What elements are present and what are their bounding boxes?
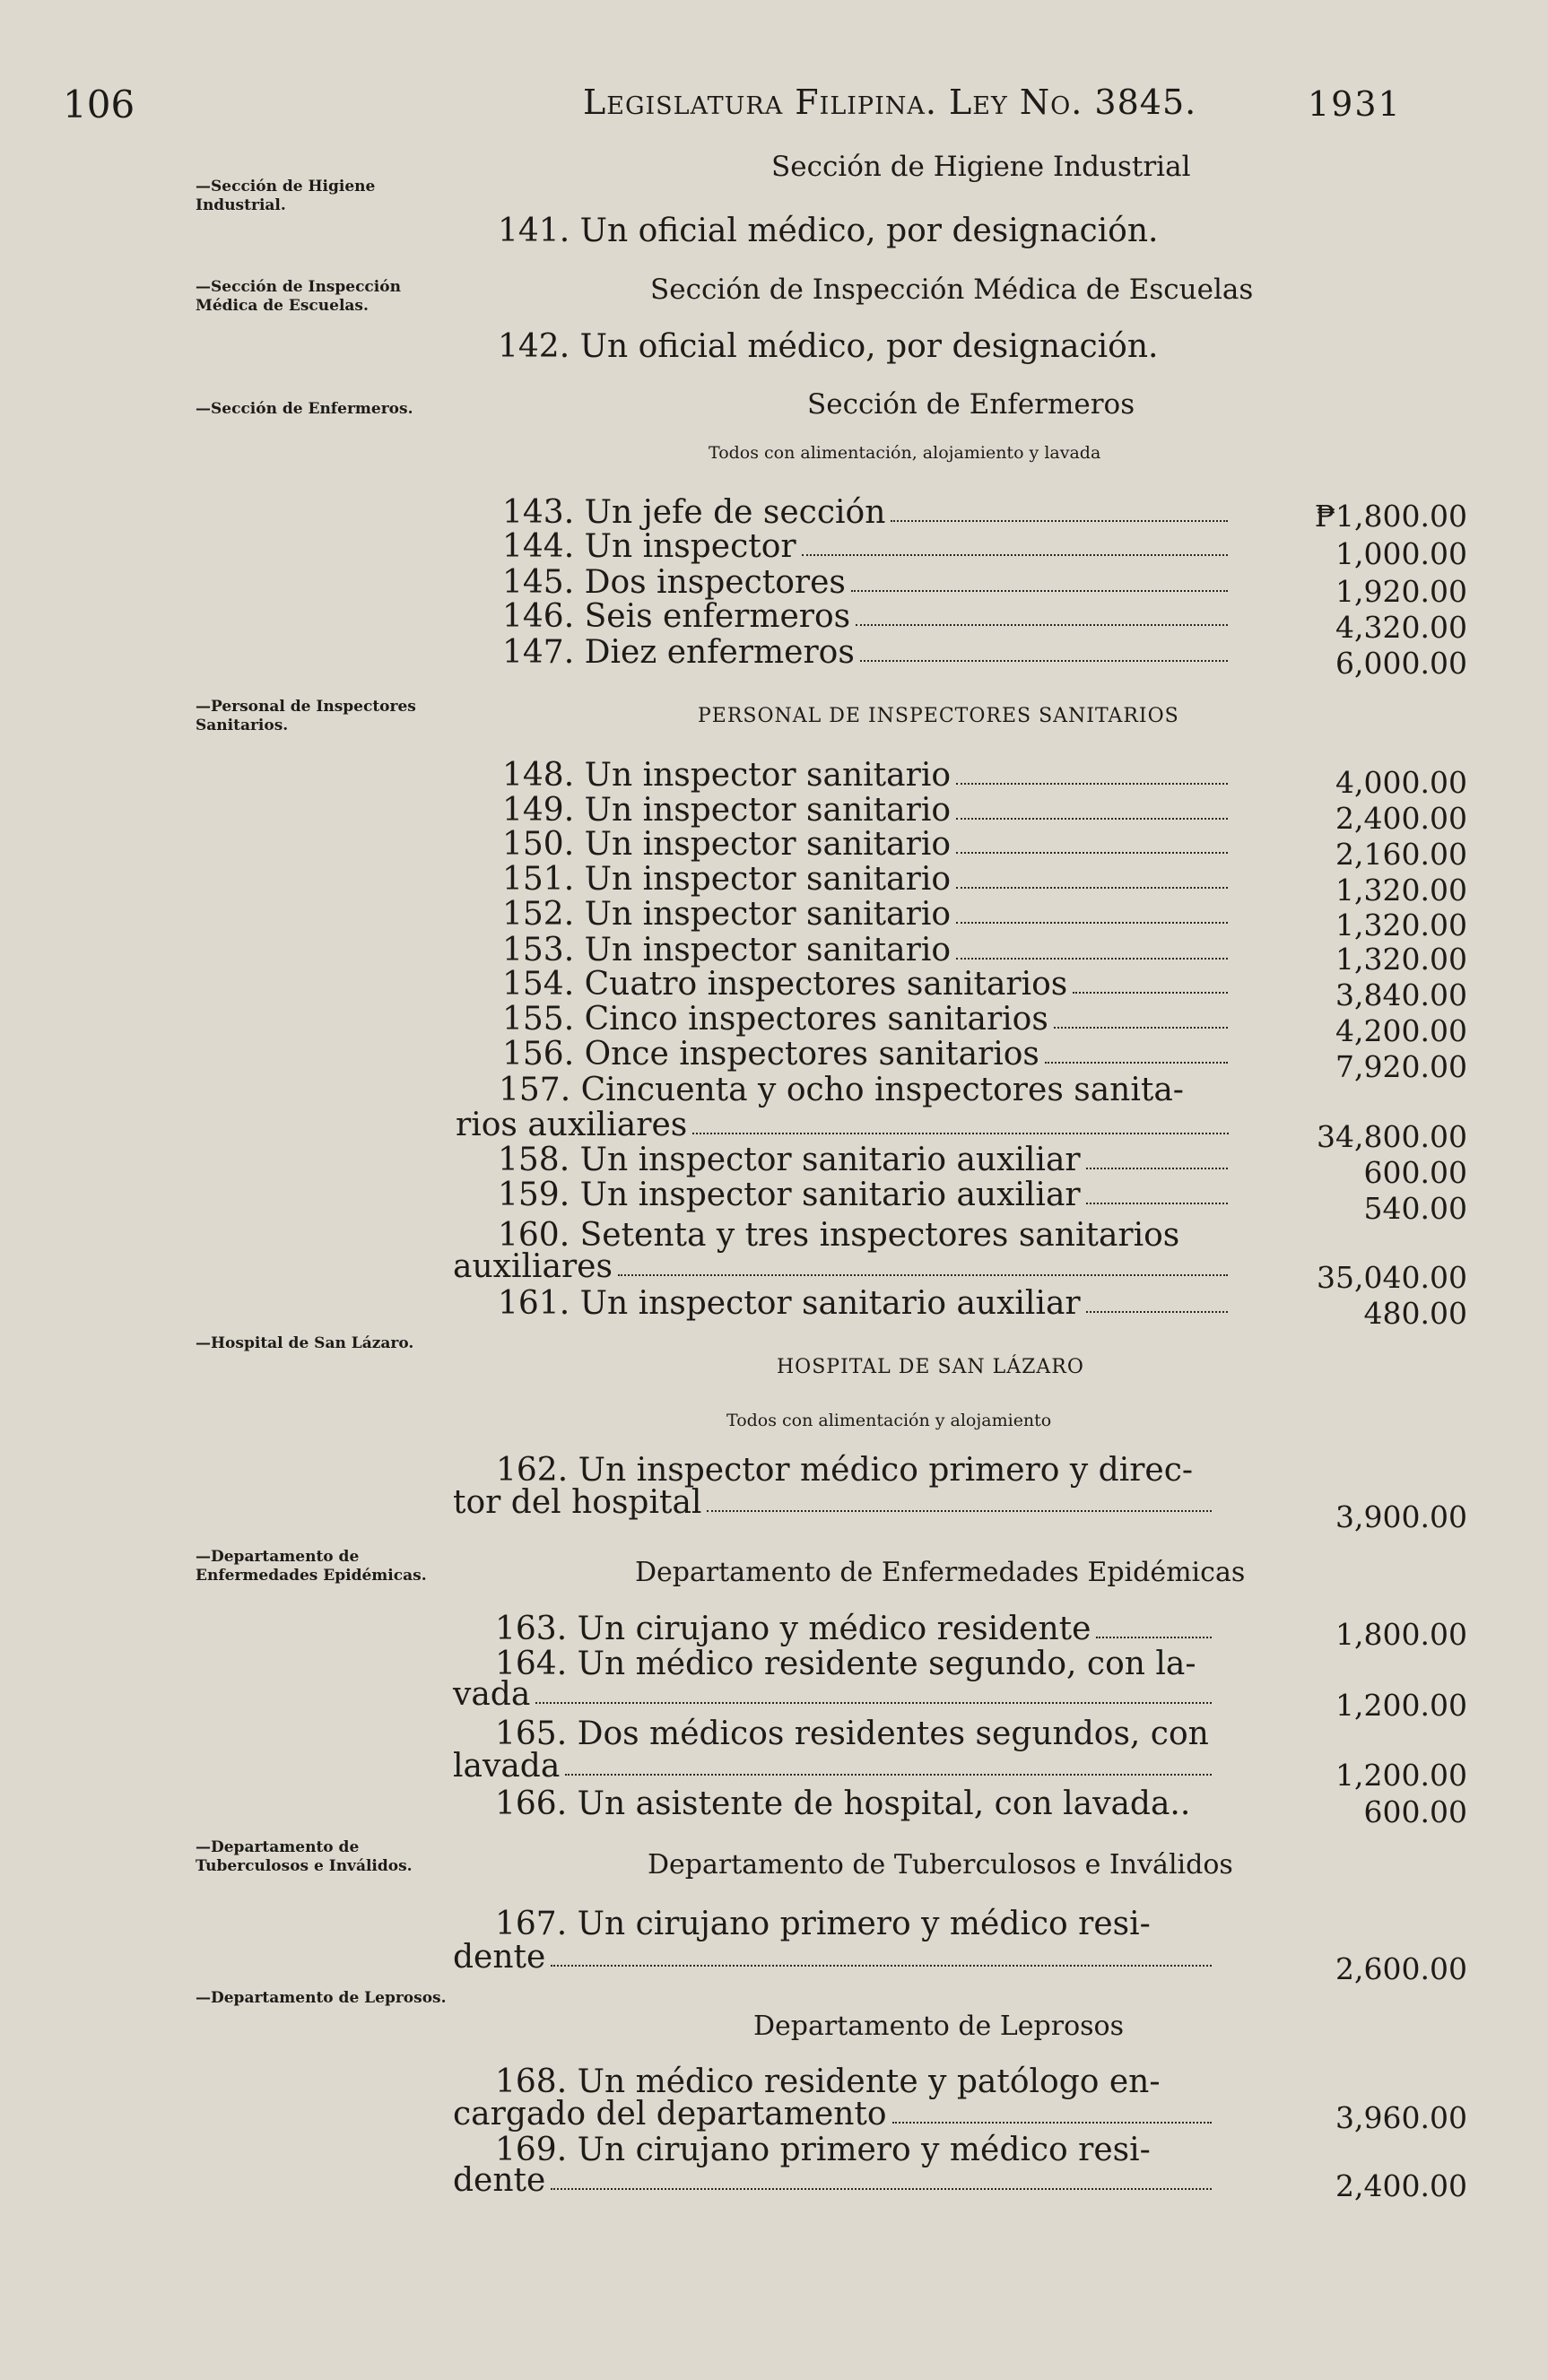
item-amount: ₱1,800.00 [1314, 499, 1467, 534]
list-item [502, 599, 1233, 635]
list-item [502, 565, 1233, 601]
leader-dots [551, 1940, 1212, 1967]
item-amount: 2,400.00 [1335, 2168, 1467, 2203]
section-note: Todos con alimentación y alojamiento [726, 1411, 1052, 1430]
item-amount: 7,920.00 [1335, 1049, 1467, 1084]
item-label: 155. Cinco inspectores sanitarios [502, 1001, 1048, 1038]
item-amount: 6,000.00 [1335, 646, 1467, 681]
section-note: Todos con alimentación, alojamiento y lavada [709, 443, 1101, 463]
leader-dots [856, 599, 1228, 626]
list-item [498, 1142, 1233, 1178]
list-item [453, 1249, 1233, 1285]
section-heading: Departamento de Leprosos [753, 2011, 1124, 2042]
list-item [502, 827, 1233, 863]
section-heading: Sección de Higiene Industrial [771, 151, 1191, 183]
item-label: tor del hospital [453, 1484, 702, 1521]
section-heading: Departamento de Enfermedades Epidémicas [635, 1557, 1246, 1588]
list-item [453, 2163, 1217, 2199]
list-item [456, 1107, 1234, 1143]
item-142: 142. Un oficial médico, por designación. [498, 328, 1159, 365]
item-label: vada [453, 1676, 531, 1713]
item-label: 150. Un inspector sanitario [502, 826, 952, 863]
item-label: dente [453, 2162, 546, 2199]
leader-dots [892, 2097, 1212, 2124]
leader-dots [565, 1749, 1212, 1776]
margin-note: —Hospital de San Lázaro. [196, 1334, 414, 1352]
item-label: auxiliares [453, 1248, 613, 1285]
item-amount: 600.00 [1363, 1794, 1467, 1829]
leader-dots [551, 2163, 1212, 2190]
item-amount: 1,800.00 [1335, 1617, 1467, 1652]
list-item [498, 1177, 1233, 1213]
leader-dots [956, 897, 1228, 924]
list-item [495, 1611, 1217, 1647]
margin-note: —Sección de Inspección Médica de Escuelas. [196, 278, 401, 315]
item-amount: 1,000.00 [1335, 536, 1467, 571]
item-label: 164. Un médico residente segundo, con la- [495, 1646, 1196, 1682]
list-item [502, 967, 1233, 1003]
item-amount: 1,320.00 [1335, 908, 1467, 942]
list-item [502, 495, 1233, 531]
leader-dots [618, 1249, 1228, 1276]
list-item [453, 1677, 1217, 1713]
item-amount: 1,200.00 [1335, 1758, 1467, 1793]
item-amount: 35,040.00 [1317, 1260, 1467, 1295]
leader-dots [956, 827, 1228, 854]
margin-note: —Departamento de Tuberculosos e Inválidos. [196, 1838, 413, 1875]
list-item [502, 1037, 1233, 1073]
item-amount: 2,160.00 [1335, 837, 1467, 872]
item-amount: 600.00 [1363, 1155, 1467, 1190]
list-item [502, 897, 1233, 933]
item-label: 166. Un asistente de hospital, con lavada.. [495, 1785, 1191, 1822]
leader-dots [891, 495, 1228, 522]
item-label: 145. Dos inspectores [502, 564, 846, 601]
item-label: dente [453, 1939, 546, 1976]
leader-dots [802, 529, 1228, 556]
item-label: 159. Un inspector sanitario auxiliar [498, 1177, 1081, 1213]
item-label: 144. Un inspector [502, 528, 796, 565]
item-label: 157. Cincuenta y ocho inspectores sanita- [499, 1072, 1184, 1108]
item-amount: 1,200.00 [1335, 1688, 1467, 1723]
item-amount: 480.00 [1363, 1296, 1467, 1331]
item-label: 156. Once inspectores sanitarios [502, 1036, 1039, 1073]
item-label: cargado del departamento [453, 2096, 887, 2132]
item-label: 160. Setenta y tres inspectores sanitarios [498, 1217, 1180, 1254]
item-amount: 4,320.00 [1335, 610, 1467, 645]
item-label: 161. Un inspector sanitario auxiliar [498, 1285, 1081, 1322]
item-label: 148. Un inspector sanitario [502, 757, 952, 794]
leader-dots [956, 933, 1228, 960]
leader-dots [860, 635, 1228, 662]
leader-dots [535, 1677, 1212, 1704]
margin-note: —Departamento de Enfermedades Epidémicas. [196, 1548, 427, 1585]
page-number: 106 [63, 83, 135, 126]
item-label: 153. Un inspector sanitario [502, 932, 952, 969]
item-amount: 1,320.00 [1335, 942, 1467, 977]
item-label: 165. Dos médicos residentes segundos, con [495, 1716, 1209, 1752]
item-amount: 4,200.00 [1335, 1013, 1467, 1048]
margin-note: —Sección de Higiene Industrial. [196, 178, 376, 214]
leader-dots [851, 565, 1228, 592]
list-item [453, 1940, 1217, 1976]
item-141: 141. Un oficial médico, por designación. [498, 213, 1159, 249]
item-label: 154. Cuatro inspectores sanitarios [502, 966, 1068, 1003]
leader-dots [956, 758, 1228, 785]
section-heading: Departamento de Tuberculosos e Inválidos [648, 1849, 1233, 1881]
item-amount: 540.00 [1363, 1191, 1467, 1226]
item-label: 152. Un inspector sanitario [502, 896, 952, 933]
item-label: 163. Un cirujano y médico residente [495, 1611, 1091, 1647]
item-amount: 3,960.00 [1335, 2100, 1467, 2135]
section-heading: PERSONAL DE INSPECTORES SANITARIOS [698, 705, 1179, 727]
list-item [502, 793, 1233, 829]
item-amount: 34,800.00 [1317, 1119, 1467, 1154]
leader-dots [692, 1107, 1229, 1134]
leader-dots [956, 793, 1228, 820]
leader-dots [956, 862, 1228, 889]
running-head: Legislatura Filipina. Ley No. 3845. [583, 83, 1197, 122]
item-label: 168. Un médico residente y patólogo en- [495, 2063, 1161, 2100]
list-item [453, 1749, 1217, 1785]
section-heading: HOSPITAL DE SAN LÁZARO [777, 1356, 1084, 1378]
list-item [502, 1002, 1233, 1038]
item-label: 167. Un cirujano primero y médico resi- [495, 1906, 1151, 1942]
list-item [502, 529, 1233, 565]
list-item [502, 635, 1233, 671]
item-amount: 2,400.00 [1335, 801, 1467, 836]
margin-note: —Departamento de Leprosos. [196, 1989, 447, 2007]
item-label: 162. Un inspector médico primero y direc- [496, 1452, 1194, 1489]
margin-note: —Personal de Inspectores Sanitarios. [196, 698, 416, 734]
item-label: rios auxiliares [456, 1107, 688, 1143]
item-label: 169. Un cirujano primero y médico resi- [495, 2132, 1151, 2168]
list-item [498, 1286, 1233, 1322]
item-label: 147. Diez enfermeros [502, 634, 855, 671]
item-label: 146. Seis enfermeros [502, 598, 851, 635]
item-amount: 2,600.00 [1335, 1951, 1467, 1986]
item-amount: 3,840.00 [1335, 977, 1467, 1012]
item-label: 143. Un jefe de sección [502, 494, 886, 531]
list-item [502, 862, 1233, 898]
item-amount: 3,900.00 [1335, 1499, 1467, 1534]
section-heading: Sección de Inspección Médica de Escuelas [650, 274, 1254, 306]
item-amount: 1,920.00 [1335, 574, 1467, 609]
list-item [502, 758, 1233, 794]
list-item [502, 933, 1233, 969]
section-heading: Sección de Enfermeros [807, 388, 1135, 421]
item-amount: 1,320.00 [1335, 873, 1467, 908]
margin-note: —Sección de Enfermeros. [196, 400, 413, 418]
list-item [453, 2097, 1217, 2132]
item-label: 149. Un inspector sanitario [502, 792, 952, 829]
leader-dots [1096, 1611, 1212, 1638]
item-label: 151. Un inspector sanitario [502, 861, 952, 898]
list-item [453, 1485, 1217, 1521]
item-label: lavada [453, 1748, 561, 1785]
year: 1931 [1308, 84, 1402, 124]
item-label: 158. Un inspector sanitario auxiliar [498, 1142, 1081, 1178]
leader-dots [707, 1485, 1212, 1512]
item-amount: 4,000.00 [1335, 765, 1467, 800]
